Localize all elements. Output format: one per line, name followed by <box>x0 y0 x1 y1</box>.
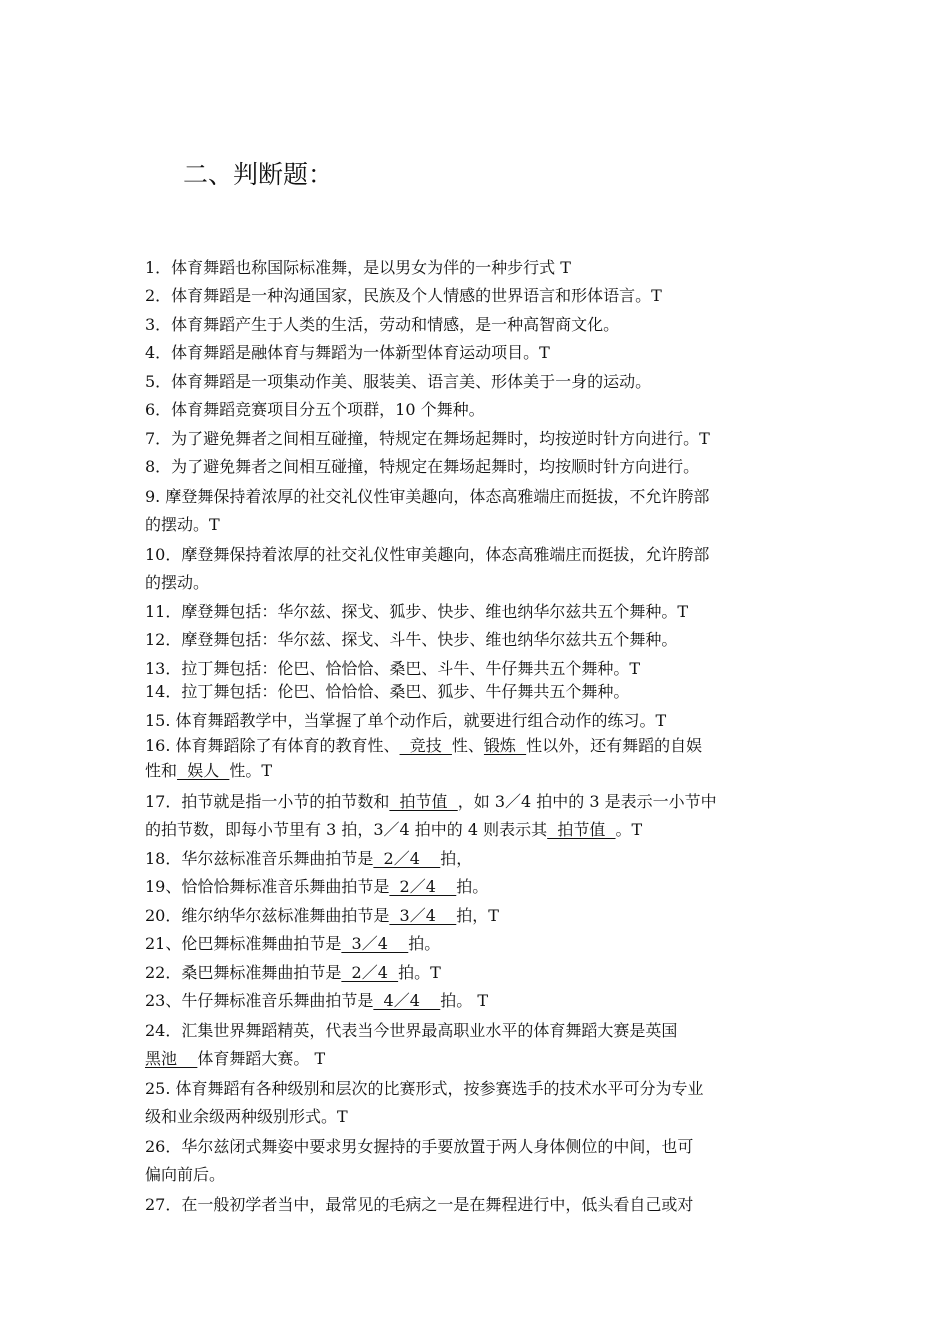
question-line <box>145 846 815 872</box>
line-text: 5．体育舞蹈是一项集动作美、服装美、语言美、形体美于一身的运动。 <box>145 372 652 391</box>
question-line <box>145 542 815 568</box>
question-line <box>145 733 815 759</box>
section-title: 二、判断题： <box>183 160 334 189</box>
line-text: 16. 体育舞蹈除了有体育的教育性、 <box>145 736 400 755</box>
question-line <box>145 340 815 366</box>
answer-blank: 娱人 <box>177 761 230 780</box>
answer-blank: 拍节值 <box>547 820 616 839</box>
line-text: 18．华尔兹标准音乐舞曲拍节是 <box>145 849 374 868</box>
answer-blank: 4／4 <box>373 991 441 1010</box>
question-line <box>145 570 815 596</box>
line-text: 8．为了避免舞者之间相互碰撞，特规定在舞场起舞时，均按顺时针方向进行。 <box>145 457 700 476</box>
line-text: 的拍节数，即每小节里有 3 拍，3／4 拍中的 4 则表示其 <box>145 820 548 839</box>
question-line <box>145 1018 815 1044</box>
question-line <box>145 1192 815 1218</box>
line-text: 25. 体育舞蹈有各种级别和层次的比赛形式，按参赛选手的技术水平可分为专业 <box>145 1079 704 1098</box>
line-text: 11．摩登舞包括：华尔兹、探戈、狐步、快步、维也纳华尔兹共五个舞种。T <box>145 602 689 621</box>
line-text: 拍。 <box>408 934 441 953</box>
question-line <box>145 1046 815 1072</box>
question-line <box>145 903 815 929</box>
line-text: 20．维尔纳华尔兹标准舞曲拍节是 <box>145 906 390 925</box>
question-line <box>145 397 815 423</box>
question-line <box>145 708 815 734</box>
line-text: 拍， <box>440 849 473 868</box>
question-line <box>145 512 815 538</box>
line-text: 3．体育舞蹈产生于人类的生活，劳动和情感，是一种高智商文化。 <box>145 315 620 334</box>
line-text: 偏向前后。 <box>145 1165 226 1184</box>
question-line <box>145 255 815 281</box>
question-line <box>145 599 815 625</box>
line-text: 27．在一般初学者当中，最常见的毛病之一是在舞程进行中，低头看自己或对 <box>145 1195 694 1214</box>
line-text: 6．体育舞蹈竞赛项目分五个项群，10 个舞种。 <box>145 400 485 419</box>
question-line <box>145 960 815 986</box>
line-text: 26．华尔兹闭式舞姿中要求男女握持的手要放置于两人身体侧位的中间，也可 <box>145 1137 694 1156</box>
line-text: 拍。 T <box>440 991 489 1010</box>
line-text: 级和业余级两种级别形式。T <box>145 1107 348 1126</box>
question-line <box>145 789 815 815</box>
line-text: 性。T <box>229 761 273 780</box>
answer-blank: 2／4 <box>373 849 441 868</box>
question-line <box>145 988 815 1014</box>
question-line <box>145 758 815 784</box>
line-text: 的摆动。T <box>145 515 220 534</box>
answer-blank: 竞技 <box>399 736 452 755</box>
question-line <box>145 312 815 338</box>
question-line <box>145 627 815 653</box>
answer-blank: 拍节值 <box>389 792 458 811</box>
line-text: 7．为了避免舞者之间相互碰撞，特规定在舞场起舞时，均按逆时针方向进行。T <box>145 429 710 448</box>
line-text: 10．摩登舞保持着浓厚的社交礼仪性审美趣向，体态高雅端庄而挺拔，允许胯部 <box>145 545 710 564</box>
line-text: 9. 摩登舞保持着浓厚的社交礼仪性审美趣向，体态高雅端庄而挺拔，不允许胯部 <box>145 487 710 506</box>
line-text: 拍。 <box>456 877 489 896</box>
line-text: 性以外，还有舞蹈的自娱 <box>526 736 703 755</box>
line-text: 1．体育舞蹈也称国际标准舞，是以男女为伴的一种步行式 T <box>145 258 571 277</box>
answer-blank: 3／4 <box>389 906 457 925</box>
line-text: 拍，T <box>456 906 499 925</box>
answer-blank: 黑池 <box>145 1049 198 1068</box>
answer-blank: 锻炼 <box>483 736 527 755</box>
line-text: 性、 <box>451 736 484 755</box>
question-line <box>145 484 815 510</box>
question-line <box>145 1076 815 1102</box>
line-text: 13．拉丁舞包括：伦巴、恰恰恰、桑巴、斗牛、牛仔舞共五个舞种。T <box>145 659 641 678</box>
line-text: 的摆动。 <box>145 573 210 592</box>
line-text: 14．拉丁舞包括：伦巴、恰恰恰、桑巴、狐步、牛仔舞共五个舞种。 <box>145 682 630 701</box>
line-text: 12．摩登舞包括：华尔兹、探戈、斗牛、快步、维也纳华尔兹共五个舞种。 <box>145 630 678 649</box>
question-line <box>145 369 815 395</box>
line-text: 2．体育舞蹈是一种沟通国家，民族及个人情感的世界语言和形体语言。T <box>145 286 662 305</box>
line-text: 拍。T <box>398 963 441 982</box>
question-line <box>145 1162 815 1188</box>
question-line <box>145 283 815 309</box>
line-text: 17．拍节就是指一小节的拍节数和 <box>145 792 390 811</box>
line-text: ，如 3／4 拍中的 3 是表示一小节中 <box>457 792 717 811</box>
line-text: 22．桑巴舞标准舞曲拍节是 <box>145 963 342 982</box>
question-line <box>145 931 815 957</box>
line-text: 15. 体育舞蹈教学中，当掌握了单个动作后，就要进行组合动作的练习。T <box>145 711 667 730</box>
answer-blank: 2／4 <box>389 877 457 896</box>
line-text: 24．汇集世界舞蹈精英，代表当今世界最高职业水平的体育舞蹈大赛是英国 <box>145 1021 678 1040</box>
line-text: 21、伦巴舞标准舞曲拍节是 <box>145 934 342 953</box>
line-text: 性和 <box>145 761 178 780</box>
line-text: 19、恰恰恰舞标准音乐舞曲拍节是 <box>145 877 390 896</box>
answer-blank: 2／4 <box>341 963 399 982</box>
question-line <box>145 1104 815 1130</box>
answer-blank: 3／4 <box>341 934 409 953</box>
question-line <box>145 426 815 452</box>
line-text: 23、牛仔舞标准音乐舞曲拍节是 <box>145 991 374 1010</box>
line-text: 。T <box>615 820 643 839</box>
question-line <box>145 1134 815 1160</box>
line-text: 体育舞蹈大赛。 T <box>197 1049 326 1068</box>
question-line <box>145 454 815 480</box>
question-line <box>145 874 815 900</box>
line-text: 4．体育舞蹈是融体育与舞蹈为一体新型体育运动项目。T <box>145 343 550 362</box>
question-line <box>145 679 815 705</box>
question-line <box>145 817 815 843</box>
